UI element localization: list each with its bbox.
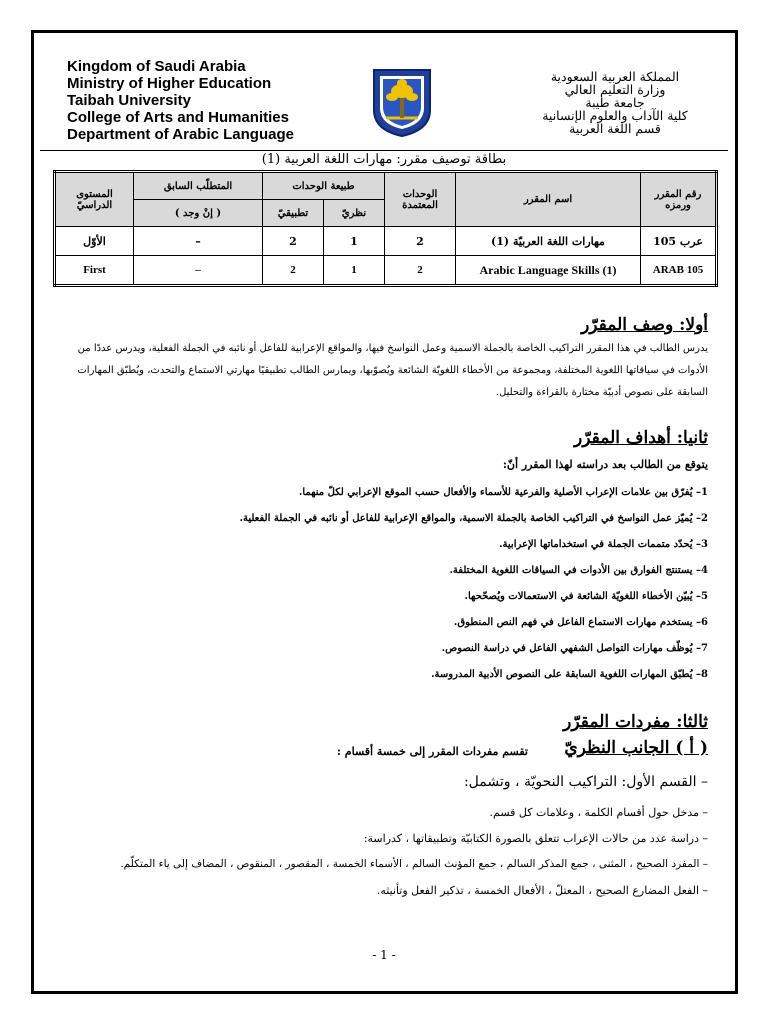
header-line: Ministry of Higher Education [67, 75, 272, 92]
list-item: 1– يُفرّق بين علامات الإعراب الأصلية والفرعية للأسماء والأفعال حسب الموقع الإعرابي لكلّ منهما. [298, 487, 708, 498]
header-name: اسم المقرر [456, 172, 641, 227]
list-item: – دراسة عدد من حالات الإعراب تتعلق بالصورة الكتابيّة وتطبيقاتها ، كدراسة: [363, 832, 708, 845]
header-units-type: طبيعة الوحدات [263, 172, 385, 200]
cell-credits: 2 [385, 227, 456, 256]
header-prereq-note: ( إنْ وجد ) [134, 200, 263, 227]
header-line: قسم اللغة العربية [569, 121, 661, 136]
arabic-header [500, 70, 730, 135]
cell-practical: 2 [263, 227, 324, 256]
list-item: 6– يستخدم مهارات الاستماع الفاعل في فهم النص المنطوق. [453, 617, 708, 628]
header-prereq: المتطلّب السابق [134, 172, 263, 200]
list-item: 2– يُميّز عمل النواسخ في التراكيب الخاصة بالجملة الاسمية، والمواقع الإعرابية للفاعل أو نائبه في الجملة الفعلية. [239, 513, 708, 524]
header-code: رقم المقرر ورمزه [641, 172, 717, 227]
cell-practical: 2 [263, 256, 324, 286]
cell-level: الأوّل [55, 227, 134, 256]
section-title: أولا: وصف المقرّر [581, 315, 708, 335]
list-item: 4– يستنتج الفوارق بين الأدوات في السياقات اللغوية المختلفة. [449, 565, 708, 576]
list-item: – مدخل حول أقسام الكلمة ، وعلامات كل قسم. [489, 806, 708, 819]
part-title: – القسم الأول: التراكيب النحويّة ، وتشمل: [463, 774, 708, 790]
section-title: ثالثا: مفردات المقرّر [563, 712, 708, 732]
english-header [67, 58, 294, 143]
header-line: وزارة التعليم العالي [564, 82, 666, 97]
list-item: 5– يُبيّن الأخطاء اللغويّة الشائعة في الاستعمالات ويُصحّحها. [464, 591, 708, 602]
cell-theory: 1 [324, 256, 385, 286]
description-paragraph: يدرس الطالب في هذا المقرر التراكيب الخاصة بالجملة الاسمية وعمل النواسخ فيها، والمواقع الإعرابية للفاعل أو نائبه في الجملة الفعلية، ويدرس عددًا من الأدوات في سياقاتها اللغوية المختلفة، ومجموعة من الأخطاء اللغويّة الشائعة ويُصوّبها، ويمارس الطالب تطبيقيًا مهارتي الاستماع والتحدث، ويُطبّق المهارات السابقة على نصوص أدبيّة مختارة بالقراءة والتحليل. [77, 343, 708, 398]
header-level: المستوى الدراسيّ [55, 172, 134, 227]
header-line: Department of Arabic Language [67, 126, 294, 143]
header-line: المملكة العربية السعودية [550, 69, 680, 84]
header-credits: الوحدات المعتمدة [385, 172, 456, 227]
list-item: – الفعل المضارع الصحيح ، المعتلّ ، الأفعال الخمسة ، تذكير الفعل وتأنيثه. [376, 884, 708, 897]
header-line: College of Arts and Humanities [67, 109, 289, 126]
list-item: – المفرد الصحيح ، المثنى ، جمع المذكر السالم ، جمع المؤنث السالم ، الأسماء الخمسة ، المقصور ، المنقوص ، المضاف إلى ياء المتكلّم. [120, 858, 708, 870]
cell-credits: 2 [385, 256, 456, 286]
subsection-title: ( أ ) الجانب النظريّ [564, 738, 708, 758]
list-item: 8– يُطبّق المهارات اللغوية السابقة على النصوص الأدبية المدروسة. [431, 669, 708, 680]
header-theory: نظريّ [324, 200, 385, 227]
section-title: ثانيا: أهداف المقرّر [574, 428, 708, 448]
cell-level: First [55, 256, 134, 286]
header-practical: تطبيقيّ [263, 200, 324, 227]
cell-name: Arabic Language Skills (1) [456, 256, 641, 286]
header-line: كلية الآداب والعلوم الإنسانية [542, 108, 688, 123]
cell-code: عرب 105 [641, 227, 717, 256]
list-item: 7– يُوظّف مهارات التواصل الشفهي الفاعل في دراسة النصوص. [441, 643, 708, 654]
page-number: - 1 - [372, 948, 396, 962]
header-line: Kingdom of Saudi Arabia [67, 58, 246, 75]
university-logo-icon [370, 66, 434, 138]
header-line: جامعة طيبة [585, 95, 645, 110]
subsection-note: تقسم مفردات المقرر إلى خمسة أقسام : [336, 745, 528, 758]
cell-prereq: – [134, 227, 263, 256]
cell-prereq: – [134, 256, 263, 286]
cell-code: ARAB 105 [641, 256, 717, 286]
cell-theory: 1 [324, 227, 385, 256]
list-item: 3– يُحدّد متممات الجملة في استخداماتها الإعرابية. [499, 539, 708, 550]
cell-name: مهارات اللغة العربيّة (1) [456, 227, 641, 256]
table-row [55, 227, 717, 256]
table-row [55, 256, 717, 286]
card-title: بطاقة توصيف مقرر: مهارات اللغة العربية (1) [40, 150, 728, 167]
goals-intro: يتوقع من الطالب بعد دراسته لهذا المقرر أنّ: [502, 458, 708, 471]
course-info-table [53, 170, 718, 287]
header-line: Taibah University [67, 92, 191, 109]
